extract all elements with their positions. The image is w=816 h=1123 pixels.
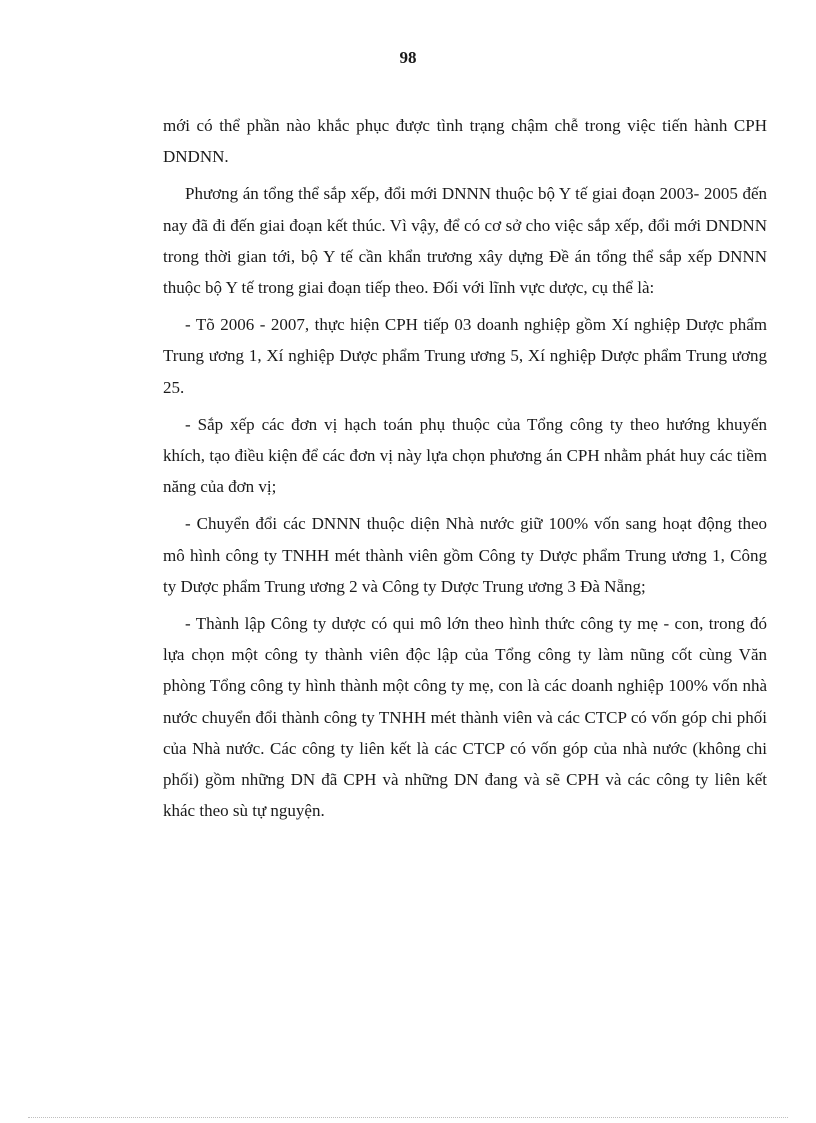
page-number: 98 <box>399 48 417 67</box>
paragraph-overview: Phương án tổng thể sắp xếp, đổi mới DNNN thuộc bộ Y tế giai đoạn 2003- 2005 đến nay đã đi đến giai đoạn kết thúc. Vì vậy, để có cơ sở cho việc sắp xếp, đổi mới DNDNN trong thời gian tới, bộ Y tế cần khẩn trương xây dựng Đề án tổng thể sắp xếp DNNN thuộc bộ Y tế trong giai đoạn tiếp theo. Đối với lĩnh vực dược, cụ thể là: <box>163 184 767 298</box>
paragraph-item-conversion: - Chuyển đổi các DNNN thuộc diện Nhà nước giữ 100% vốn sang hoạt động theo mô hình công ty TNHH mét thành viên gồm Công ty Dược phẩm Trung ương 1, Công ty Dược phẩm Trung ương 2 và Công ty Dược Trung ương 3 Đà Nẵng; <box>163 514 767 596</box>
paragraph-item-parent-company: - Thành lập Công ty dược có qui mô lớn theo hình thức công ty mẹ - con, trong đó lựa chọn một công ty thành viên độc lập của Tổng công ty làm nũng cốt cùng Văn phòng Tổng công ty hình thành một công ty mẹ, con là các doanh nghiệp 100% vốn nhà nước chuyển đổi thành công ty TNHH mét thành viên và các CTCP có vốn góp chi phối của Nhà nước. Các công ty liên kết là các CTCP có vốn góp của nhà nước (không chi phối) gồm những DN đã CPH và những DN đang và sẽ CPH và các công ty liên kết khác theo sù tự nguyện. <box>163 614 767 821</box>
page-bottom-divider <box>28 1117 788 1118</box>
paragraph-item-dependent-units: - Sắp xếp các đơn vị hạch toán phụ thuộc của Tổng công ty theo hướng khuyến khích, tạo điều kiện để các đơn vị này lựa chọn phương án CPH nhằm phát huy các tiềm năng của đơn vị; <box>163 414 767 497</box>
paragraph-continuation: mới có thể phần nào khắc phục được tình trạng chậm chễ trong việc tiến hành CPH DNDNN. <box>163 116 767 167</box>
paragraph-item-2006-2007: - Tõ 2006 - 2007, thực hiện CPH tiếp 03 doanh nghiệp gồm Xí nghiệp Dược phẩm Trung ương 1, Xí nghiệp Dược phẩm Trung ương 5, Xí nghiệp Dược phẩm Trung ương 25. <box>163 315 767 397</box>
document-body <box>163 110 767 832</box>
